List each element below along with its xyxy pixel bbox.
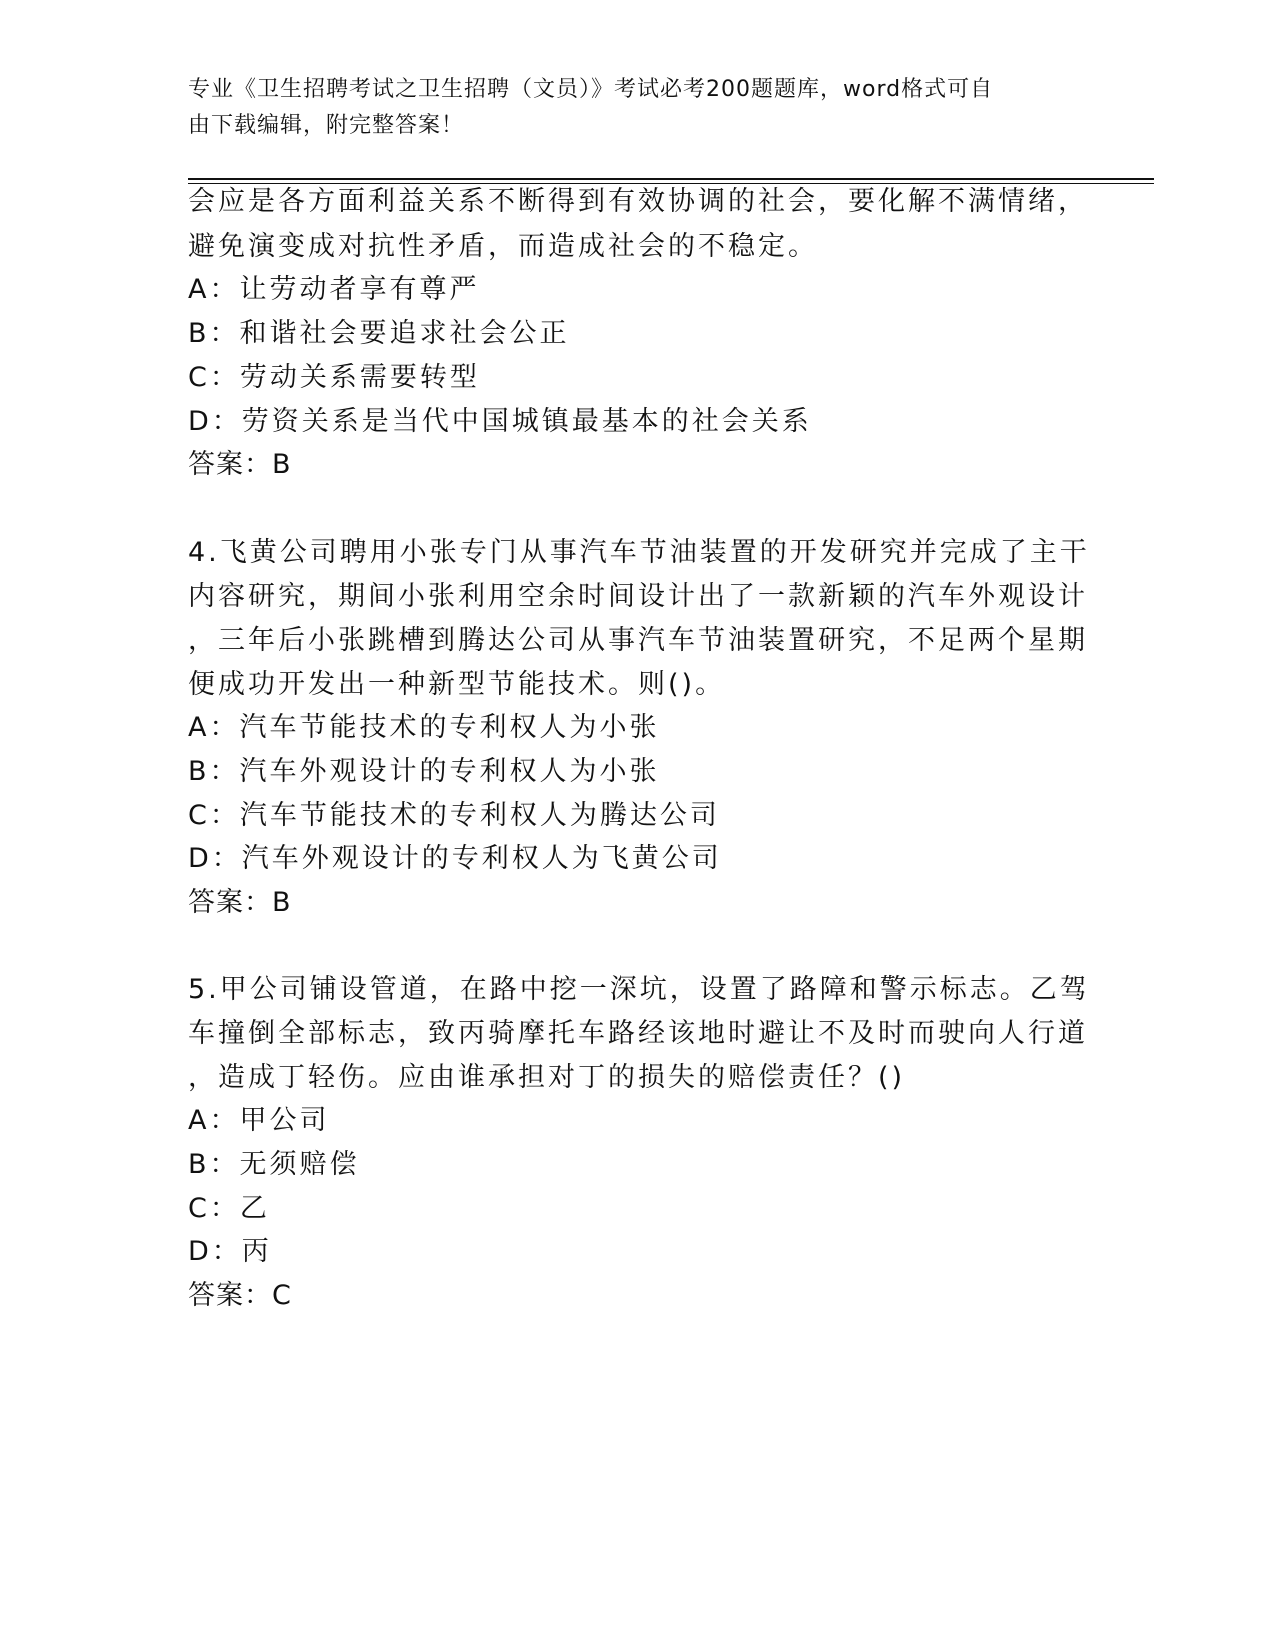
q3-option-c: C：劳动关系需要转型 <box>188 362 480 393</box>
q4-stem-line-4: 便成功开发出一种新型节能技术。则()。 <box>188 669 726 700</box>
q4-option-a: A：汽车节能技术的专利权人为小张 <box>188 712 660 743</box>
q5-answer: 答案：C <box>188 1280 292 1311</box>
q5-stem-line-3: ，造成丁轻伤。应由谁承担对丁的损失的赔偿责任？() <box>188 1062 906 1093</box>
q4-stem-line-1: 4.飞黄公司聘用小张专门从事汽车节油装置的开发研究并完成了主干 <box>188 537 1090 568</box>
header-line-2: 由下载编辑，附完整答案！ <box>188 113 465 138</box>
q5-option-a: A：甲公司 <box>188 1105 330 1136</box>
q4-option-c: C：汽车节能技术的专利权人为腾达公司 <box>188 800 720 831</box>
q3-option-a: A：让劳动者享有尊严 <box>188 274 480 305</box>
q4-option-b: B：汽车外观设计的专利权人为小张 <box>188 756 660 787</box>
q5-option-c: C：乙 <box>188 1193 270 1224</box>
q4-answer: 答案：B <box>188 887 292 918</box>
q3-option-d: D：劳资关系是当代中国城镇最基本的社会关系 <box>188 406 812 437</box>
q3-stem-line-1: 会应是各方面利益关系不断得到有效协调的社会，要化解不满情绪， <box>188 186 1088 217</box>
q4-option-d: D：汽车外观设计的专利权人为飞黄公司 <box>188 843 722 874</box>
q4-stem-line-2: 内容研究，期间小张利用空余时间设计出了一款新颖的汽车外观设计 <box>188 581 1088 612</box>
q3-option-b: B：和谐社会要追求社会公正 <box>188 318 570 349</box>
q5-stem-line-2: 车撞倒全部标志，致丙骑摩托车路经该地时避让不及时而驶向人行道 <box>188 1018 1088 1049</box>
q3-answer: 答案：B <box>188 449 292 480</box>
q5-option-d: D：丙 <box>188 1236 272 1267</box>
header-line-1: 专业《卫生招聘考试之卫生招聘（文员）》考试必考200题题库，word格式可自 <box>188 77 994 102</box>
document-header <box>188 72 1068 144</box>
q4-stem-line-3: ，三年后小张跳槽到腾达公司从事汽车节油装置研究，不足两个星期 <box>188 625 1088 656</box>
q5-option-b: B：无须赔偿 <box>188 1149 360 1180</box>
q3-stem-line-2: 避免演变成对抗性矛盾，而造成社会的不稳定。 <box>188 231 818 262</box>
q5-stem-line-1: 5.甲公司铺设管道，在路中挖一深坑，设置了路障和警示标志。乙驾 <box>188 974 1090 1005</box>
